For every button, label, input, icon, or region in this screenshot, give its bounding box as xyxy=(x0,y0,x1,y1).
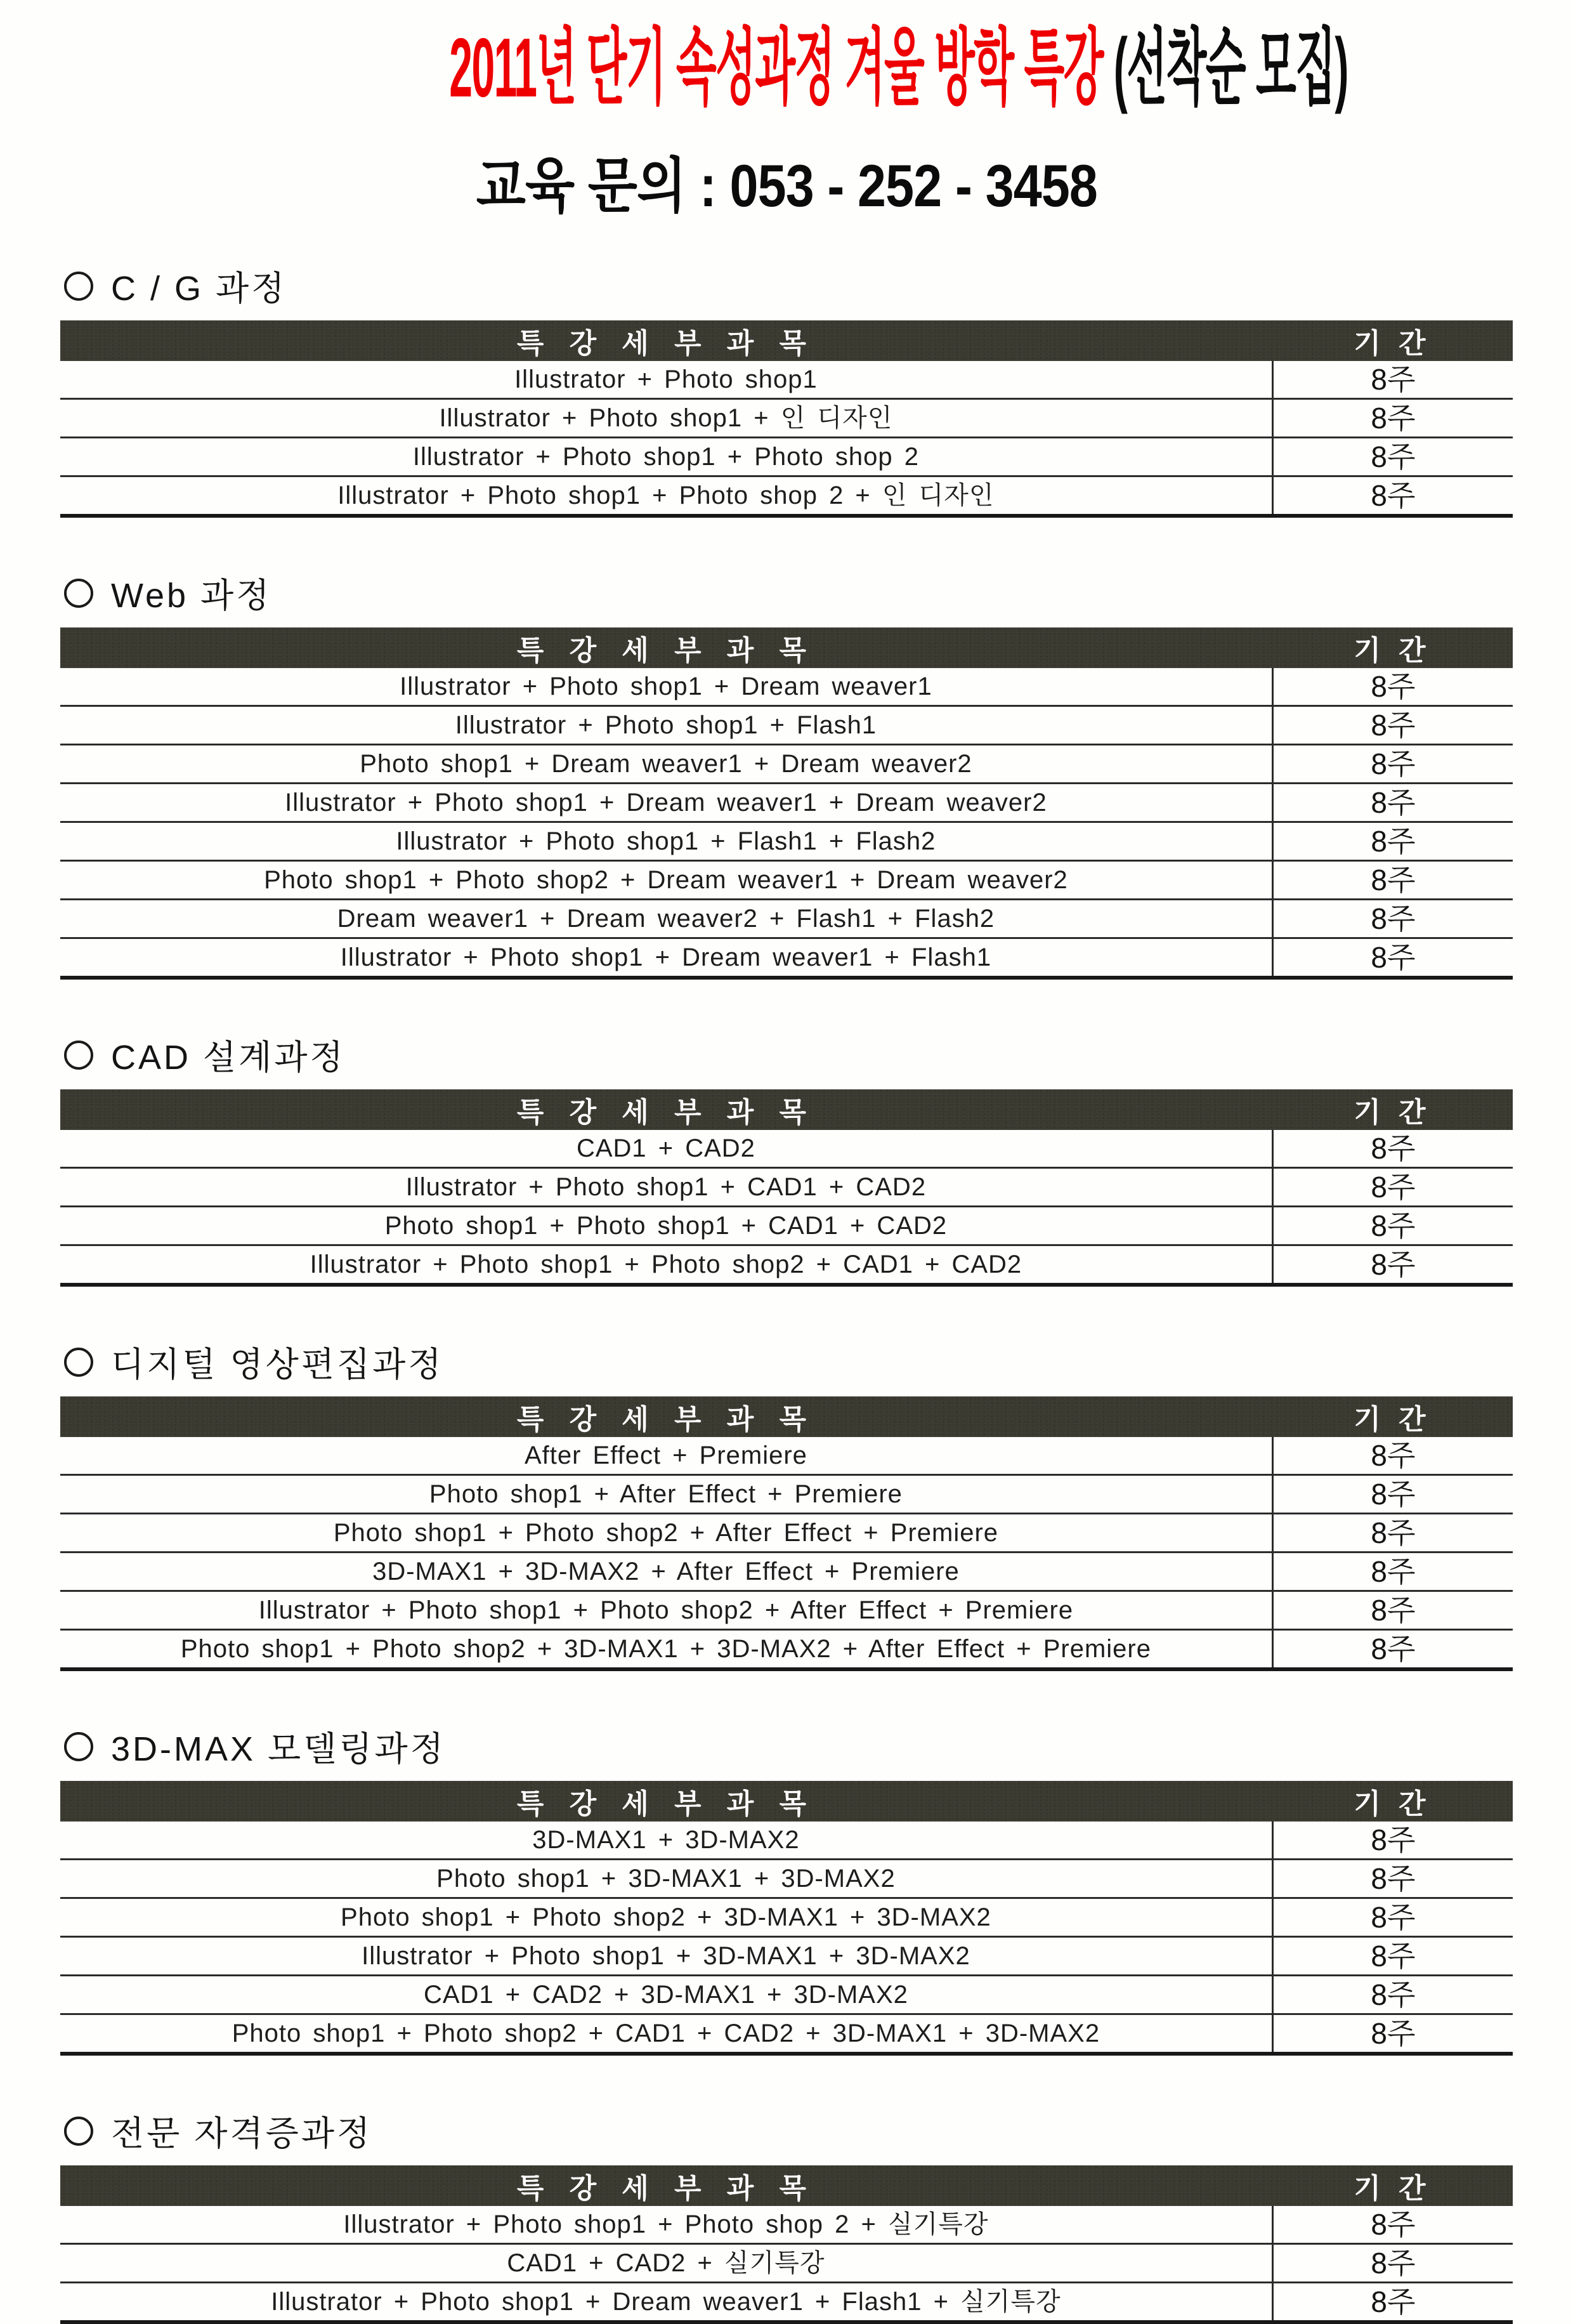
course-subject: Illustrator + Photo shop1 + Dream weaver1 + Flash1 xyxy=(340,943,992,972)
course-subject: Illustrator + Photo shop1 + 3D-MAX1 + 3D-MAX2 xyxy=(362,1942,970,1971)
table-header-subject: 특 강 세 부 과 목 xyxy=(516,2173,815,2205)
section-title: Web 과정 xyxy=(111,577,272,615)
section-header xyxy=(64,1722,1513,1771)
course-duration: 8주 xyxy=(1272,1822,1513,1858)
table-header-row xyxy=(60,1781,1513,1822)
page-title-red-text: 2011년 단기 속성과정 겨울 방학 특강 xyxy=(449,21,1114,114)
phone-line xyxy=(0,138,1573,223)
page-title xyxy=(0,16,1573,119)
course-duration: 8주 xyxy=(1272,1899,1513,1936)
circle-bullet-icon xyxy=(64,1041,93,1070)
table-header-row xyxy=(60,1089,1513,1130)
course-duration: 8주 xyxy=(1272,1476,1513,1513)
table-row xyxy=(60,400,1513,438)
table-row xyxy=(60,1207,1513,1246)
course-table xyxy=(60,2165,1513,2324)
course-subject: Illustrator + Photo shop1 xyxy=(514,365,818,394)
course-duration: 8주 xyxy=(1272,2245,1513,2281)
table-row xyxy=(60,2015,1513,2056)
course-duration: 8주 xyxy=(1272,668,1513,705)
course-duration: 8주 xyxy=(1272,707,1513,744)
course-duration: 8주 xyxy=(1272,1631,1513,1667)
course-duration: 8주 xyxy=(1272,1553,1513,1590)
course-duration: 8주 xyxy=(1272,1130,1513,1167)
course-section xyxy=(60,568,1513,980)
course-duration: 8주 xyxy=(1272,862,1513,898)
course-subject: CAD1 + CAD2 xyxy=(576,1134,755,1163)
course-duration: 8주 xyxy=(1272,1514,1513,1551)
course-duration: 8주 xyxy=(1272,1437,1513,1474)
course-duration: 8주 xyxy=(1272,900,1513,937)
table-row xyxy=(60,1860,1513,1899)
course-subject: Dream weaver1 + Dream weaver2 + Flash1 + Flash2 xyxy=(337,905,995,933)
table-row xyxy=(60,1899,1513,1938)
table-body xyxy=(60,1437,1513,1671)
course-table xyxy=(60,1089,1513,1287)
course-subject: 3D-MAX1 + 3D-MAX2 + After Effect + Premiere xyxy=(372,1558,960,1586)
course-duration: 8주 xyxy=(1272,1976,1513,2013)
table-header-row xyxy=(60,320,1513,361)
table-row xyxy=(60,900,1513,939)
table-header-row xyxy=(60,1396,1513,1437)
course-duration: 8주 xyxy=(1272,784,1513,821)
circle-bullet-icon xyxy=(64,1732,93,1761)
course-subject: After Effect + Premiere xyxy=(524,1441,807,1470)
course-subject: 3D-MAX1 + 3D-MAX2 xyxy=(532,1826,800,1855)
table-row xyxy=(60,1514,1513,1553)
section-header xyxy=(64,261,1513,310)
table-row xyxy=(60,823,1513,862)
section-title: CAD 설계과정 xyxy=(111,1039,346,1077)
course-subject: Photo shop1 + Photo shop2 + 3D-MAX1 + 3D-MAX2 + After Effect + Premiere xyxy=(180,1635,1151,1664)
table-header-duration: 기 간 xyxy=(1354,1097,1431,1129)
course-duration: 8주 xyxy=(1272,1207,1513,1244)
circle-bullet-icon xyxy=(64,579,93,608)
table-row xyxy=(60,361,1513,400)
course-subject: Illustrator + Photo shop1 + Photo shop2 + After Effect + Premiere xyxy=(258,1596,1074,1625)
table-header-subject: 특 강 세 부 과 목 xyxy=(516,1097,815,1129)
course-section xyxy=(60,261,1513,518)
course-subject: CAD1 + CAD2 + 3D-MAX1 + 3D-MAX2 xyxy=(423,1981,908,2009)
course-duration: 8주 xyxy=(1272,477,1513,514)
table-header-duration: 기 간 xyxy=(1354,328,1431,360)
course-subject: Photo shop1 + Photo shop1 + CAD1 + CAD2 xyxy=(384,1212,948,1240)
table-row xyxy=(60,1592,1513,1631)
table-row xyxy=(60,1437,1513,1476)
section-header xyxy=(64,568,1513,617)
table-row xyxy=(60,1631,1513,1671)
course-subject: Illustrator + Photo shop1 + 인 디자인 xyxy=(439,404,893,433)
course-table xyxy=(60,1396,1513,1671)
table-header-duration: 기 간 xyxy=(1354,2173,1431,2205)
table-header-subject: 특 강 세 부 과 목 xyxy=(516,1789,815,1820)
course-duration: 8주 xyxy=(1272,745,1513,782)
section-header xyxy=(64,1030,1513,1079)
course-duration: 8주 xyxy=(1272,2283,1513,2320)
table-header-subject: 특 강 세 부 과 목 xyxy=(516,328,815,360)
course-duration: 8주 xyxy=(1272,939,1513,976)
course-duration: 8주 xyxy=(1272,361,1513,398)
course-subject: Photo shop1 + Photo shop2 + 3D-MAX1 + 3D-MAX2 xyxy=(341,1903,991,1932)
course-duration: 8주 xyxy=(1272,400,1513,437)
table-body xyxy=(60,1130,1513,1287)
table-body xyxy=(60,361,1513,518)
course-subject: Illustrator + Photo shop1 + Flash1 xyxy=(455,711,877,740)
sections xyxy=(60,261,1513,2324)
table-header-row xyxy=(60,627,1513,668)
table-row xyxy=(60,784,1513,823)
course-subject: Photo shop1 + 3D-MAX1 + 3D-MAX2 xyxy=(436,1865,896,1893)
course-subject: Illustrator + Photo shop1 + Dream weaver1 + Flash1 + 실기특강 xyxy=(271,2288,1061,2316)
table-body xyxy=(60,1822,1513,2056)
table-row xyxy=(60,707,1513,745)
course-duration: 8주 xyxy=(1272,1938,1513,1974)
table-header-subject: 특 강 세 부 과 목 xyxy=(516,635,815,667)
course-duration: 8주 xyxy=(1272,2015,1513,2052)
circle-bullet-icon xyxy=(64,1348,93,1377)
table-row xyxy=(60,1130,1513,1169)
course-subject: Photo shop1 + Photo shop2 + After Effect + Premiere xyxy=(333,1519,999,1547)
table-row xyxy=(60,668,1513,707)
table-row xyxy=(60,1976,1513,2015)
course-duration: 8주 xyxy=(1272,1169,1513,1205)
table-row xyxy=(60,939,1513,980)
page-title-black-text: (선착순 모집) xyxy=(1113,21,1348,114)
table-row xyxy=(60,1169,1513,1207)
table-row xyxy=(60,438,1513,477)
section-title: 디지털 영상편집과정 xyxy=(111,1346,444,1384)
table-row xyxy=(60,2283,1513,2324)
table-row xyxy=(60,1553,1513,1592)
table-row xyxy=(60,1476,1513,1514)
course-section xyxy=(60,2106,1513,2324)
table-row xyxy=(60,477,1513,518)
table-header-duration: 기 간 xyxy=(1354,1789,1431,1820)
table-header-duration: 기 간 xyxy=(1354,1404,1431,1436)
course-duration: 8주 xyxy=(1272,1246,1513,1283)
phone-line-text: 교육 문의 : 053 - 252 - 3458 xyxy=(476,152,1097,220)
table-row xyxy=(60,1822,1513,1860)
section-header xyxy=(64,2106,1513,2155)
course-duration: 8주 xyxy=(1272,438,1513,475)
table-row xyxy=(60,2245,1513,2283)
section-title: 전문 자격증과정 xyxy=(111,2115,373,2153)
table-header-subject: 특 강 세 부 과 목 xyxy=(516,1404,815,1436)
course-subject: Illustrator + Photo shop1 + CAD1 + CAD2 xyxy=(405,1173,927,1202)
course-subject: Photo shop1 + Photo shop2 + CAD1 + CAD2 + 3D-MAX1 + 3D-MAX2 xyxy=(232,2019,1100,2048)
course-subject: Illustrator + Photo shop1 + Photo shop2 + CAD1 + CAD2 xyxy=(310,1251,1022,1279)
table-header-duration: 기 간 xyxy=(1354,635,1431,667)
table-header-row xyxy=(60,2165,1513,2206)
course-subject: Illustrator + Photo shop1 + Photo shop 2 + 인 디자인 xyxy=(337,482,995,510)
course-section xyxy=(60,1337,1513,1671)
course-subject: Photo shop1 + Photo shop2 + Dream weaver1 + Dream weaver2 xyxy=(264,866,1068,895)
course-table xyxy=(60,320,1513,518)
circle-bullet-icon xyxy=(64,2117,93,2146)
course-subject: CAD1 + CAD2 + 실기특강 xyxy=(507,2249,825,2278)
course-table xyxy=(60,627,1513,980)
course-subject: Illustrator + Photo shop1 + Dream weaver1 xyxy=(400,673,932,701)
table-row xyxy=(60,862,1513,900)
course-subject: Illustrator + Photo shop1 + Photo shop 2 xyxy=(412,443,919,471)
course-subject: Photo shop1 + Dream weaver1 + Dream weaver2 xyxy=(360,750,972,778)
course-subject: Illustrator + Photo shop1 + Flash1 + Flash2 xyxy=(396,827,936,856)
course-duration: 8주 xyxy=(1272,2206,1513,2243)
course-duration: 8주 xyxy=(1272,823,1513,860)
section-header xyxy=(64,1337,1513,1386)
course-subject: Illustrator + Photo shop1 + Photo shop 2 + 실기특강 xyxy=(343,2210,989,2239)
course-section xyxy=(60,1030,1513,1287)
course-section xyxy=(60,1722,1513,2056)
table-row xyxy=(60,745,1513,784)
section-title: 3D-MAX 모델링과정 xyxy=(111,1730,446,1769)
course-duration: 8주 xyxy=(1272,1592,1513,1629)
course-table xyxy=(60,1781,1513,2056)
course-subject: Photo shop1 + After Effect + Premiere xyxy=(429,1480,903,1509)
section-title: C / G 과정 xyxy=(111,270,287,308)
table-body xyxy=(60,668,1513,980)
table-row xyxy=(60,1246,1513,1287)
course-subject: Illustrator + Photo shop1 + Dream weaver1 + Dream weaver2 xyxy=(285,789,1047,817)
table-body xyxy=(60,2206,1513,2324)
circle-bullet-icon xyxy=(64,272,93,301)
table-row xyxy=(60,1938,1513,1976)
course-duration: 8주 xyxy=(1272,1860,1513,1897)
